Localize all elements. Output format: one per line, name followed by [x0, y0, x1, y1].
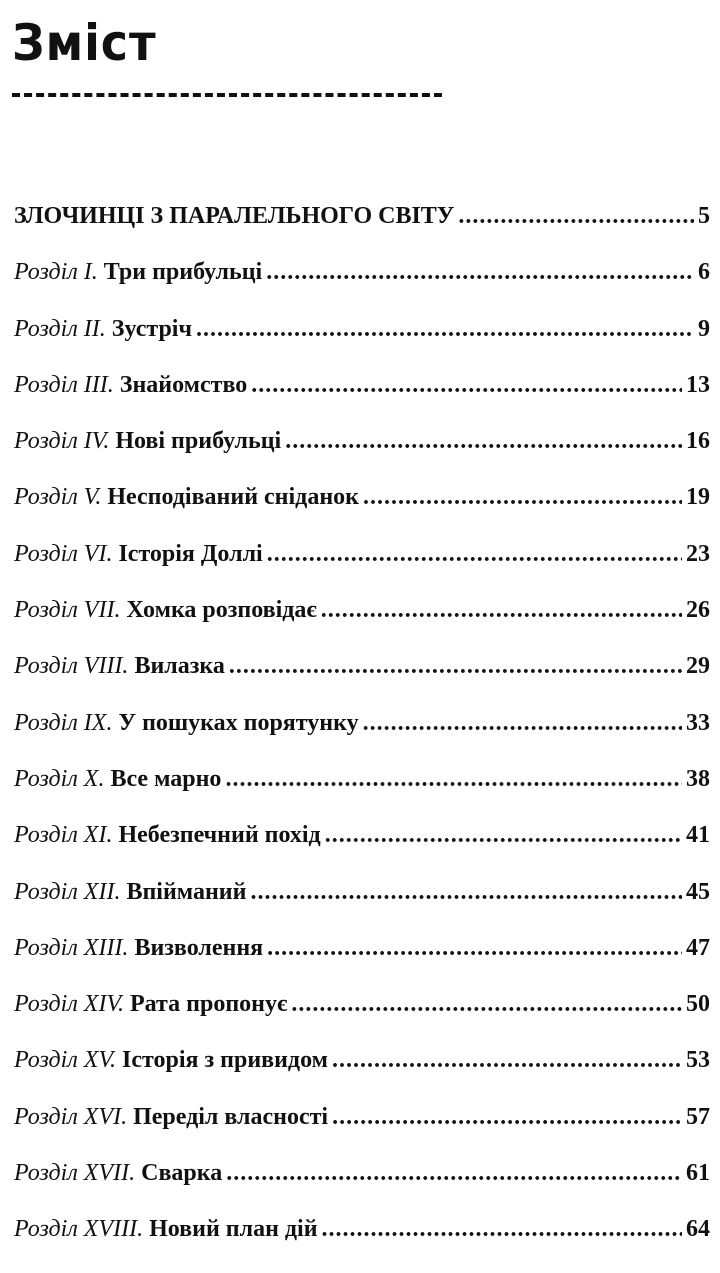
dot-leader [325, 822, 682, 849]
dot-leader [267, 541, 682, 568]
toc-chapter-row [14, 935, 710, 991]
toc-chapter-row [14, 710, 710, 766]
toc-page-number: 29 [686, 653, 710, 680]
chapter-title: У пошуках порятунку [118, 709, 359, 736]
chapter-title: Новий план дій [149, 1216, 318, 1243]
chapter-number: Розділ VII. [14, 597, 121, 624]
dot-leader [267, 935, 682, 962]
chapter-title: Зустріч [111, 315, 192, 342]
toc-page-number: 53 [686, 1047, 710, 1074]
toc-page-number: 41 [686, 822, 710, 849]
chapter-number: Розділ V. [14, 484, 102, 511]
dot-leader [332, 1047, 682, 1074]
title-divider [12, 93, 442, 97]
toc-page-number: 47 [686, 934, 710, 961]
chapter-title: Несподіваний сніданок [107, 484, 359, 511]
toc-page-number: 5 [698, 203, 710, 229]
chapter-number: Розділ XIV. [14, 991, 125, 1018]
toc-chapter-row [14, 766, 710, 822]
toc-chapter-row [14, 597, 710, 653]
chapter-number: Розділ X. [14, 765, 105, 792]
dot-leader [458, 203, 694, 230]
toc-page-number: 33 [686, 709, 710, 736]
dot-leader [250, 879, 682, 906]
dot-leader [225, 766, 682, 793]
chapter-title: Переділ власності [133, 1103, 329, 1130]
chapter-title: Знайомство [119, 371, 248, 398]
toc-page-number: 61 [686, 1160, 710, 1187]
chapter-title: Три прибульці [103, 259, 263, 286]
toc-main-entry-title: ЗЛОЧИНЦІ З ПАРАЛЕЛЬНОГО СВІТУ [14, 203, 455, 229]
dot-leader [321, 597, 682, 624]
chapter-number: Розділ XVII. [14, 1160, 136, 1187]
chapter-number: Розділ XIII. [14, 934, 129, 961]
dot-leader [251, 372, 682, 399]
chapter-title: Хомка розповідає [126, 597, 317, 624]
dot-leader [332, 1104, 682, 1131]
chapter-title: Нові прибульці [115, 428, 282, 455]
toc-chapter-row [14, 484, 710, 540]
toc-page-number: 9 [698, 315, 710, 342]
dot-leader [229, 653, 682, 680]
chapter-number: Розділ XVI. [14, 1103, 128, 1130]
toc-chapter-row [14, 259, 710, 315]
toc-page-number: 13 [686, 371, 710, 398]
dot-leader [226, 1160, 682, 1187]
toc-chapter-row [14, 1216, 710, 1272]
toc-page-number: 6 [698, 259, 710, 286]
toc-page-number: 50 [686, 991, 710, 1018]
toc-chapter-row [14, 991, 710, 1047]
dot-leader [196, 316, 694, 343]
toc-page-number: 16 [686, 428, 710, 455]
dot-leader [266, 259, 694, 286]
chapter-number: Розділ XVIII. [14, 1216, 144, 1243]
toc-chapter-row [14, 316, 710, 372]
chapter-number: Розділ XII. [14, 878, 121, 905]
toc-page-number: 45 [686, 878, 710, 905]
toc-chapter-row [14, 1104, 710, 1160]
toc-page-number: 23 [686, 540, 710, 567]
page-title: Зміст [12, 14, 157, 72]
toc-chapter-row [14, 1047, 710, 1103]
chapter-title: Все марно [110, 765, 222, 792]
toc-page-number: 26 [686, 597, 710, 624]
toc-chapter-row [14, 541, 710, 597]
chapter-number: Розділ XI. [14, 822, 113, 849]
chapter-title: Небезпечний похід [118, 822, 321, 849]
table-of-contents [14, 203, 710, 1273]
toc-chapter-row [14, 428, 710, 484]
toc-chapter-row [14, 653, 710, 709]
chapter-number: Розділ II. [14, 315, 106, 342]
toc-page-number: 57 [686, 1103, 710, 1130]
chapter-title: Впійманий [126, 878, 247, 905]
chapter-title: Історія з привидом [122, 1047, 328, 1074]
dot-leader [363, 484, 682, 511]
toc-page-number: 64 [686, 1216, 710, 1243]
chapter-list [14, 259, 710, 1272]
chapter-number: Розділ IX. [14, 709, 113, 736]
chapter-title: Сварка [141, 1160, 223, 1187]
chapter-number: Розділ IV. [14, 428, 110, 455]
chapter-title: Рата пропонує [130, 991, 288, 1018]
toc-chapter-row [14, 1160, 710, 1216]
toc-chapter-row [14, 822, 710, 878]
toc-page-number: 38 [686, 765, 710, 792]
toc-chapter-row [14, 879, 710, 935]
dot-leader [363, 710, 682, 737]
chapter-title: Визволення [134, 934, 264, 961]
chapter-title: Вилазка [134, 653, 225, 680]
toc-chapter-row [14, 372, 710, 428]
chapter-title: Історія Доллі [118, 540, 263, 567]
dot-leader [291, 991, 682, 1018]
chapter-number: Розділ VIII. [14, 653, 129, 680]
dot-leader [285, 428, 682, 455]
dot-leader [322, 1216, 682, 1243]
toc-main-entry [14, 203, 710, 259]
chapter-number: Розділ III. [14, 371, 114, 398]
chapter-number: Розділ VI. [14, 540, 113, 567]
chapter-number: Розділ I. [14, 259, 98, 286]
toc-page-number: 19 [686, 484, 710, 511]
chapter-number: Розділ XV. [14, 1047, 117, 1074]
